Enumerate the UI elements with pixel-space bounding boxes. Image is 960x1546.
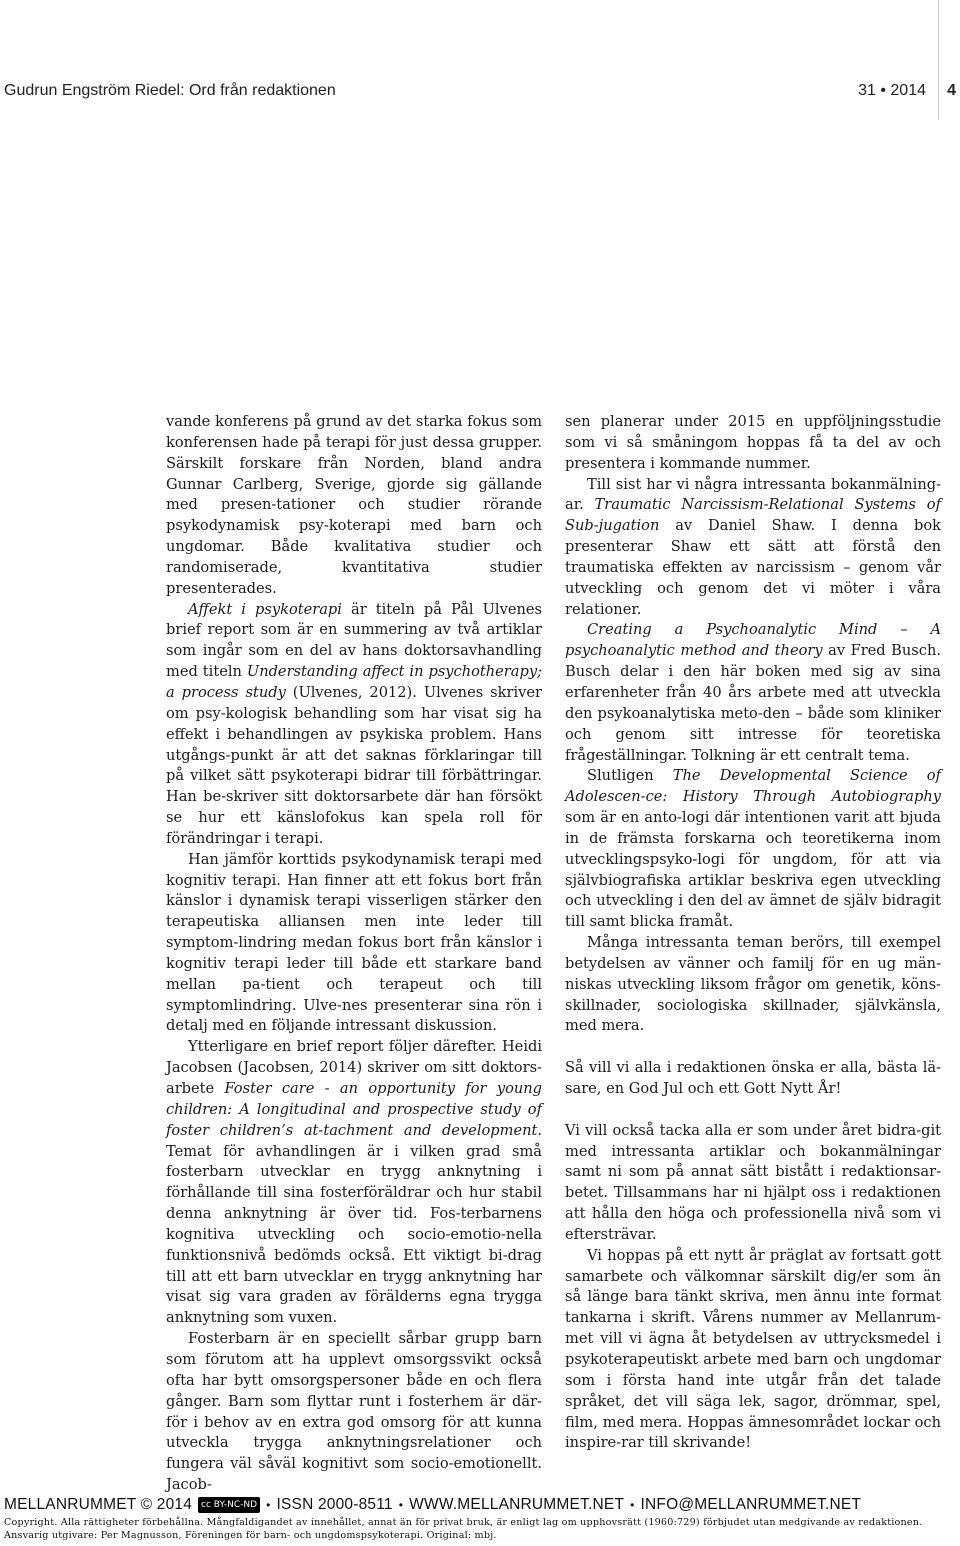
running-title: Gudrun Engström Riedel: Ord från redaktionen [4, 82, 336, 99]
paragraph: vande konferens på grund av det starka fokus som konferensen hade på terapi för just dessa grupper. Särskilt forskare från Norden, bland andra Gunnar Carlberg, Sverige, gjorde sig gällande med presen-tationer och studier rörande psykodynamisk psy-koterapi med barn och ungdomar. Både kvalitativa studier och randomiserade, kvantitativa studier presenterades. [166, 413, 542, 597]
text-run: som är en anto-logi där intentionen varit att bjuda in de främsta forskarna och teoretikerna inom utvecklingspsyko-logi för ungdom, för att via självbiografiska artiklar beskriva egen utveckling och utveckling i den del av ämnet de själv bidragit till samt blicka framåt. [565, 809, 941, 931]
text-run: Slutligen [587, 767, 673, 785]
italic-title: Foster care - an opportunity for young children: A longitudinal and prospective study of foster children’s at-tachment and development. [166, 1080, 542, 1139]
separator-dot: • [398, 1498, 404, 1512]
footer-issn: ISSN 2000-8511 [276, 1496, 393, 1513]
paragraph [166, 600, 542, 850]
italic-title: The Developmental Science of Adolescen-ce: History Through Autobiography [565, 767, 941, 806]
text-run: Till sist har vi några intressanta bokanmälning-ar. [565, 475, 941, 514]
copyright-notice: Copyright. Alla rättigheter förbehållna. Mångfaldigandet av innehållet, annat än för privat bruk, är enligt lag om upphovsrätt (1960:729) förbjudet utan medgivande av redaktionen. [4, 1517, 923, 1528]
page-footer [4, 1494, 956, 1542]
italic-title: Affekt i psykoterapi [188, 600, 342, 618]
cc-license-badge: cc BY-NC-ND [198, 1497, 260, 1513]
text-run: är titeln på Pål Ulvenes brief report som är en summering av två artiklar som ingår som en del av hans doktorsavhandling med titeln [166, 600, 543, 681]
paragraph: Många intressanta teman berörs, till exempel betydelsen av vänner och familj för en ug män-niskas utveckling liksom frågor om genetik, köns-skillnader, sociologiska skillnader, självkänsla, med mera. [565, 934, 941, 1035]
text-run: av Fred Busch. Busch delar i den här boken med sig av sina erfarenheter från 40 års arbete med att utveckla den psykoanalytiska meto-den – både som kliniker och genom sitt intresse för teoretiska frågeställningar. Tolkning är ett centralt tema. [565, 642, 941, 764]
paragraph: Vi vill också tacka alla er som under året bidra-git med intressanta artiklar och bokanmälningar samt ni som på annat sätt bistått i redaktionsar-betet. Tillsammans har ni hjälpt oss i redaktionen att hålla den höga och professionella nivå som vi eftersträvar. [565, 1121, 941, 1243]
footer-website-link[interactable]: WWW.MELLANRUMMET.NET [409, 1496, 625, 1513]
text-run: (Ulvenes, 2012). Ulvenes skriver om psy-kologisk behandling som har visat sig ha effekt i behandlingen av psykiska problem. Hans utgångs-punkt är att det saknas förklaringar till på vilket sätt psykoterapi bidrar till förbättringar. Han be-skriver sitt doktorsarbete där han försökt se hur ett känslofokus kan spela roll för förändringar i terapi. [166, 683, 542, 847]
paragraph: Vi hoppas på ett nytt år präglat av fortsatt gott samarbete och välkomnar särskilt dig/er som än så länge bara tänkt skriva, men ännu inte format tankarna i skrift. Vårens nummer av Mellanrum-met vill vi ägna åt betydelsen av uttrycksmedel i psykoterapeutiskt arbete med barn och ungdomar som i första hand inte utgår från det talade språket, det vill säga lek, sagor, drömmar, spel, film, med mera. Hoppas ämnesområdet lockar och inspire-rar till skrivande! [565, 1246, 941, 1452]
paragraph: sen planerar under 2015 en uppföljningsstudie som vi så småningom hoppas få ta del av och presentera i kommande nummer. [565, 413, 941, 472]
text-run: av Daniel Shaw. I denna bok presenterar Shaw ett sätt att förstå den traumatiska effekten av narcissism – genom vår utveckling och genom det vi möter i våra relationer. [565, 517, 941, 618]
footer-email-link[interactable]: INFO@MELLANRUMMET.NET [640, 1496, 862, 1513]
paragraph [565, 766, 941, 933]
paragraph [565, 475, 941, 621]
issue-number: 31 • 2014 [858, 82, 926, 99]
italic-title: Understanding affect in psychotherapy; a process study [166, 663, 542, 701]
paragraph [565, 620, 941, 766]
paragraph: Han jämför korttids psykodynamisk terapi med kognitiv terapi. Han finner att ett fokus bort från känslor i dynamisk terapi visserligen stärker den terapeutiska alliansen men inte leder till symptom-lindring medan fokus bort från känslor i kognitiv terapi leder till både ett starkare band mellan pa-tient och terapeut och till symptomlindring. Ulve-nes presenterar sina rön i detalj med en följande intressant diskussion. [166, 850, 542, 1035]
text-run: Ytterligare en brief report följer därefter. Heidi Jacobsen (Jacobsen, 2014) skriver om sitt doktors-arbete [166, 1038, 542, 1097]
right-column [565, 412, 941, 1454]
page-number: 4 [947, 82, 956, 99]
publisher-notice: Ansvarig utgivare: Per Magnusson, Föreningen för barn- och ungdomspsykoterapi. Original: mbj. [4, 1530, 497, 1541]
separator-dot: • [630, 1498, 635, 1512]
paragraph: Fosterbarn är en speciellt sårbar grupp barn som förutom att ha upplevt omsorgssvikt också ofta har bytt omsorgspersoner både en och flera gånger. Barn som flyttar runt i fosterhem är där-för i behov av en extra god omsorg för att kunna utveckla trygga anknytningsrelationer och fungera väl såväl kognitivt som socio-emotionellt. Jacob- [166, 1330, 542, 1494]
page-header [4, 80, 956, 104]
text-run: Temat för avhandlingen är i vilken grad små fosterbarn utvecklar en trygg anknytning i förhållande till sina fosterföräldrar och hur stabil denna anknytning är över tid. Fos-terbarnens kognitiva utveckling och socio-emotio-nella funktionsnivå bedömds också. Ett viktigt bi-drag till att ett barn utvecklar en trygg anknytning har visat sig vara graden av förälderns egna trygga anknytning som vuxen. [166, 1142, 542, 1327]
paragraph [166, 1037, 542, 1329]
italic-title: Traumatic Narcissism-Relational Systems of Sub-jugation [565, 496, 941, 535]
paragraph: Så vill vi alla i redaktionen önska er alla, bästa lä-sare, en God Jul och ett Gott Nytt År! [565, 1059, 941, 1097]
left-column [166, 412, 542, 1496]
separator-dot: • [266, 1498, 271, 1512]
footer-brand: MELLANRUMMET © 2014 [4, 1496, 193, 1513]
italic-title: Creating a Psychoanalytic Mind – A psychoanalytic method and theory [565, 621, 941, 660]
